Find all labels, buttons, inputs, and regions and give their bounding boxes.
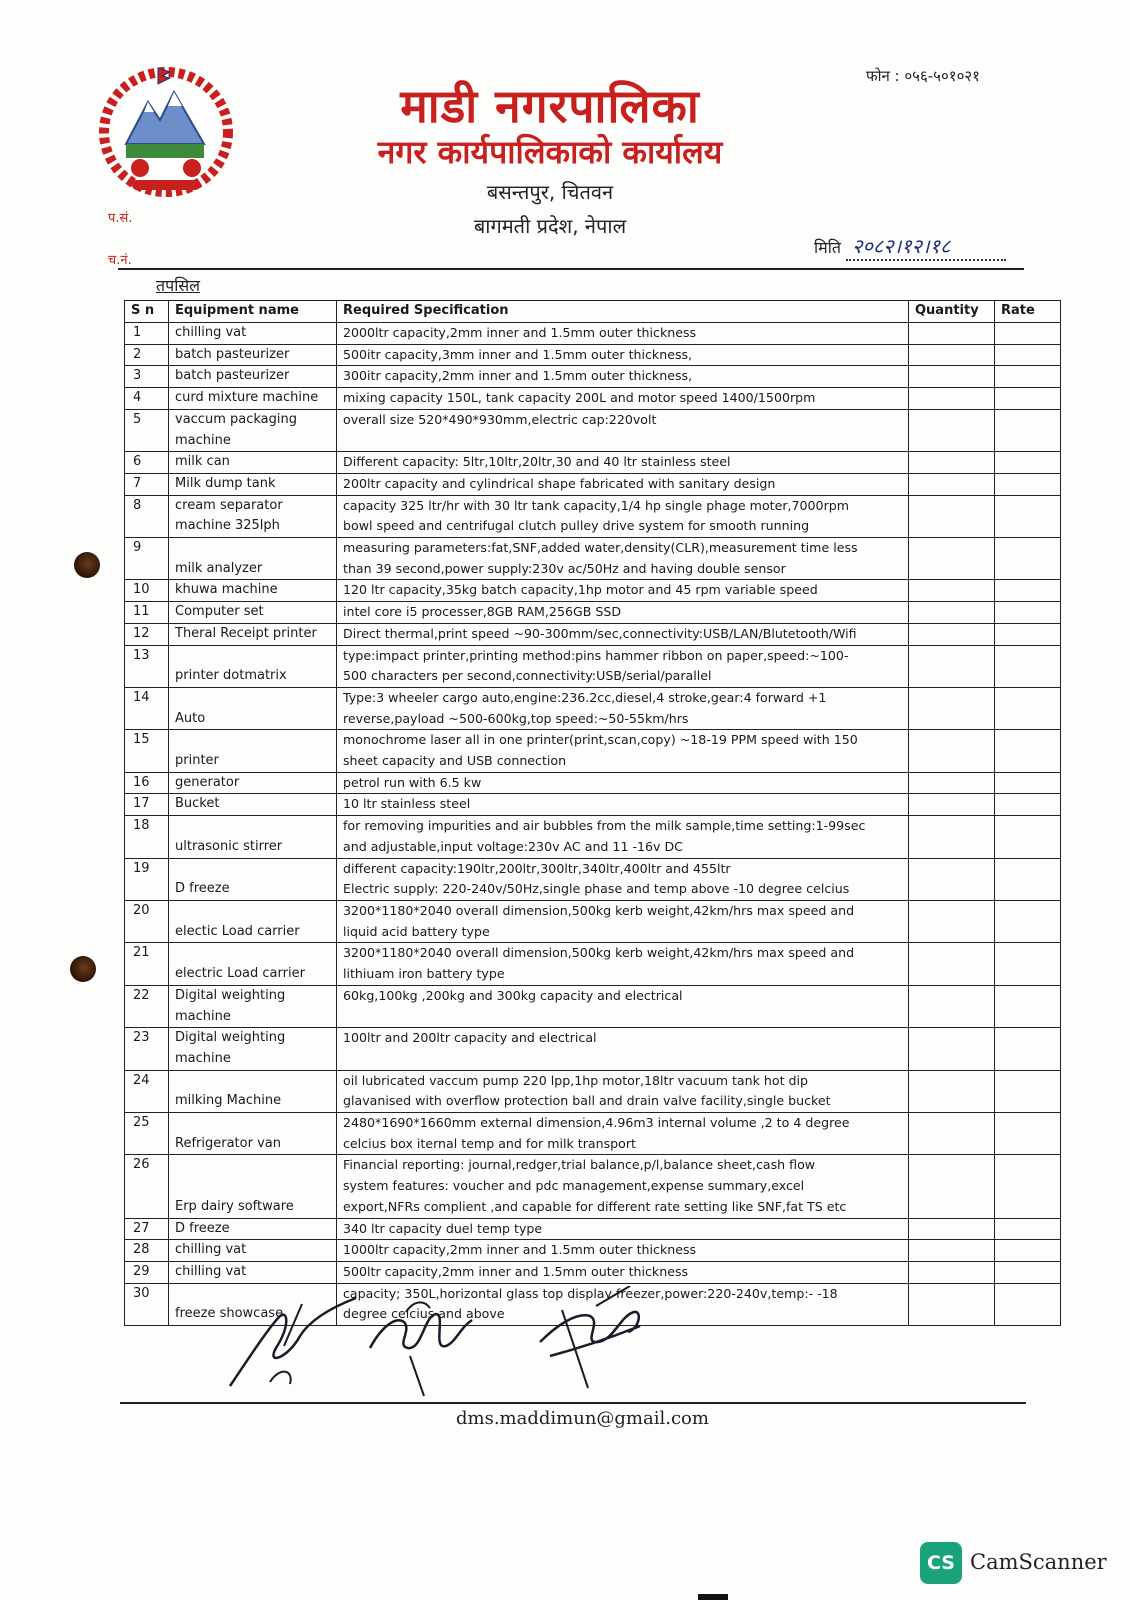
row-serial-number: 4 (125, 388, 169, 410)
row-rate (995, 794, 1061, 816)
table-row (125, 1070, 1061, 1112)
row-rate (995, 344, 1061, 366)
row-serial-number: 19 (125, 858, 169, 900)
row-equipment-name: Auto (169, 687, 337, 729)
row-rate (995, 1240, 1061, 1262)
row-specification (337, 645, 909, 687)
header-specification: Required Specification (337, 301, 909, 323)
row-serial-number: 22 (125, 985, 169, 1027)
row-equipment-name: Digital weighting machine (169, 985, 337, 1027)
row-serial-number: 26 (125, 1155, 169, 1218)
spec-line: different capacity:190ltr,200ltr,300ltr,340ltr,400ltr and 455ltr (343, 860, 731, 876)
row-rate (995, 687, 1061, 729)
row-equipment-name: printer (169, 730, 337, 772)
row-serial-number: 5 (125, 409, 169, 451)
row-specification (337, 366, 909, 388)
camscanner-text: CamScanner (970, 1550, 1107, 1574)
row-equipment-name: Theral Receipt printer (169, 623, 337, 645)
table-header-row (125, 301, 1061, 323)
row-rate (995, 985, 1061, 1027)
row-rate (995, 538, 1061, 580)
row-serial-number: 11 (125, 602, 169, 624)
table-row (125, 538, 1061, 580)
row-specification (337, 730, 909, 772)
row-equipment-name: chilling vat (169, 323, 337, 345)
row-equipment-name: batch pasteurizer (169, 366, 337, 388)
table-row (125, 772, 1061, 794)
row-specification (337, 623, 909, 645)
row-rate (995, 602, 1061, 624)
spec-line: liquid acid battery type (343, 923, 490, 939)
row-quantity (909, 538, 995, 580)
row-quantity (909, 900, 995, 942)
row-quantity (909, 1218, 995, 1240)
phone-number: फोन : ०५६-५०१०२१ (866, 67, 980, 85)
row-equipment-name: milking Machine (169, 1070, 337, 1112)
row-serial-number: 23 (125, 1028, 169, 1070)
row-serial-number: 14 (125, 687, 169, 729)
spec-line: 100ltr and 200ltr capacity and electrical (343, 1030, 597, 1046)
address-line-2: बागमती प्रदेश, नेपाल (473, 214, 627, 238)
row-quantity (909, 495, 995, 537)
row-specification (337, 858, 909, 900)
date-value: २०८२।१२।१८ (846, 232, 1006, 261)
row-equipment-name: khuwa machine (169, 580, 337, 602)
row-equipment-name: Digital weighting machine (169, 1028, 337, 1070)
spec-line: for removing impurities and air bubbles from the milk sample,time setting:1-99sec (343, 818, 866, 834)
row-serial-number: 15 (125, 730, 169, 772)
row-quantity (909, 473, 995, 495)
spec-line: degree celcius and above (343, 1306, 505, 1322)
row-quantity (909, 388, 995, 410)
row-specification (337, 452, 909, 474)
row-quantity (909, 1240, 995, 1262)
row-specification (337, 602, 909, 624)
row-serial-number: 30 (125, 1283, 169, 1325)
row-specification (337, 1261, 909, 1283)
table-row (125, 816, 1061, 858)
spec-line: bowl speed and centrifugal clutch pulley drive system for smooth running (343, 518, 810, 534)
row-equipment-name: chilling vat (169, 1240, 337, 1262)
row-quantity (909, 985, 995, 1027)
spec-line: capacity 325 ltr/hr with 30 ltr tank capacity,1/4 hp single phage moter,7000rpm (343, 497, 850, 513)
table-row (125, 858, 1061, 900)
row-rate (995, 366, 1061, 388)
row-quantity (909, 730, 995, 772)
handwritten-signatures-icon (210, 1286, 670, 1398)
row-specification (337, 1113, 909, 1155)
row-rate (995, 388, 1061, 410)
row-serial-number: 25 (125, 1113, 169, 1155)
header-rate: Rate (995, 301, 1061, 323)
row-specification (337, 388, 909, 410)
nepal-emblem-icon (96, 62, 236, 200)
row-specification (337, 1218, 909, 1240)
row-quantity (909, 943, 995, 985)
spec-line: 3200*1180*2040 overall dimension,500kg kerb weight,42km/hrs max speed and (343, 902, 855, 918)
row-serial-number: 20 (125, 900, 169, 942)
letter-number-label: प.सं. (108, 211, 133, 226)
dispatch-number-label: च.नं. (108, 253, 132, 268)
row-equipment-name: Computer set (169, 602, 337, 624)
row-specification (337, 580, 909, 602)
row-quantity (909, 452, 995, 474)
spec-line: Financial reporting: journal,redger,trial balance,p/l,balance sheet,cash flow (343, 1157, 816, 1173)
row-rate (995, 772, 1061, 794)
row-specification (337, 1070, 909, 1112)
spec-line: 300itr capacity,2mm inner and 1.5mm outer thickness, (343, 368, 693, 384)
spec-line: type:impact printer,printing method:pins hammer ribbon on paper,speed:~100- (343, 647, 849, 663)
row-equipment-name: Refrigerator van (169, 1113, 337, 1155)
row-rate (995, 495, 1061, 537)
date-field (814, 232, 1006, 261)
row-serial-number: 1 (125, 323, 169, 345)
row-serial-number: 29 (125, 1261, 169, 1283)
table-row (125, 495, 1061, 537)
row-quantity (909, 1113, 995, 1155)
row-equipment-name: Bucket (169, 794, 337, 816)
row-quantity (909, 323, 995, 345)
row-specification (337, 473, 909, 495)
row-equipment-name: generator (169, 772, 337, 794)
table-row (125, 1155, 1061, 1218)
spec-line: overall size 520*490*930mm,electric cap:220volt (343, 411, 657, 427)
table-row (125, 473, 1061, 495)
row-quantity (909, 1070, 995, 1112)
row-quantity (909, 816, 995, 858)
spec-line: celcius box iternal temp and for milk transport (343, 1135, 636, 1151)
table-row (125, 687, 1061, 729)
spec-line: 3200*1180*2040 overall dimension,500kg kerb weight,42km/hrs max speed and (343, 945, 855, 961)
row-serial-number: 16 (125, 772, 169, 794)
table-row (125, 1218, 1061, 1240)
schedule-label: तपसिल (156, 276, 201, 295)
spec-line: system features: voucher and pdc management,expense summary,excel (343, 1178, 805, 1194)
row-equipment-name: ultrasonic stirrer (169, 816, 337, 858)
spec-line: Different capacity: 5ltr,10ltr,20ltr,30 and 40 ltr stainless steel (343, 454, 731, 470)
row-serial-number: 27 (125, 1218, 169, 1240)
row-quantity (909, 1028, 995, 1070)
punch-hole-bottom (70, 956, 96, 982)
row-equipment-name: D freeze (169, 858, 337, 900)
row-serial-number: 2 (125, 344, 169, 366)
row-rate (995, 323, 1061, 345)
table-row (125, 1028, 1061, 1070)
row-equipment-name: electric Load carrier (169, 943, 337, 985)
spec-line: 2480*1690*1660mm external dimension,4.96m3 internal volume ,2 to 4 degree (343, 1115, 850, 1131)
row-quantity (909, 858, 995, 900)
office-subtitle: नगर कार्यपालिकाको कार्यालय (377, 133, 723, 171)
spec-line: 2000ltr capacity,2mm inner and 1.5mm outer thickness (343, 325, 697, 340)
spec-line: 340 ltr capacity duel temp type (343, 1220, 543, 1236)
spec-line: Electric supply: 220-240v/50Hz,single phase and temp above -10 degree celcius (343, 881, 850, 897)
table-row (125, 580, 1061, 602)
row-specification (337, 409, 909, 451)
row-specification (337, 772, 909, 794)
table-row (125, 794, 1061, 816)
address-line-1: बसन्तपुर, चितवन (486, 180, 614, 204)
spec-line: measuring parameters:fat,SNF,added water,density(CLR),measurement time less (343, 540, 858, 556)
row-specification (337, 1240, 909, 1262)
row-serial-number: 7 (125, 473, 169, 495)
row-rate (995, 473, 1061, 495)
office-email: dms.maddimun@gmail.com (456, 1408, 709, 1429)
spec-line: sheet capacity and USB connection (343, 753, 567, 769)
row-specification (337, 323, 909, 345)
row-quantity (909, 1283, 995, 1325)
spec-line: 500 characters per second,connectivity:USB/serial/parallel (343, 668, 712, 684)
row-serial-number: 3 (125, 366, 169, 388)
spec-line: and adjustable,input voltage:230v AC and 11 -16v DC (343, 838, 683, 854)
spec-line: export,NFRs complient ,and capable for different rate setting like SNF,fat TS etc (343, 1198, 847, 1214)
spec-line: Type:3 wheeler cargo auto,engine:236.2cc,diesel,4 stroke,gear:4 forward +1 (343, 689, 827, 705)
row-specification (337, 816, 909, 858)
spec-line: petrol run with 6.5 kw (343, 774, 482, 790)
spec-line: 500ltr capacity,2mm inner and 1.5mm outer thickness (343, 1263, 689, 1279)
row-quantity (909, 602, 995, 624)
row-equipment-name: vaccum packaging machine (169, 409, 337, 451)
spec-line: 60kg,100kg ,200kg and 300kg capacity and electrical (343, 987, 683, 1003)
municipality-title: माडी नगरपालिका (400, 79, 700, 133)
row-serial-number: 18 (125, 816, 169, 858)
punch-hole-top (74, 552, 100, 578)
row-equipment-name: batch pasteurizer (169, 344, 337, 366)
spec-line: 1000ltr capacity,2mm inner and 1.5mm outer thickness (343, 1242, 697, 1258)
row-serial-number: 10 (125, 580, 169, 602)
header-sn: S n (125, 301, 169, 323)
spec-line: mixing capacity 150L, tank capacity 200L and motor speed 1400/1500rpm (343, 390, 816, 406)
table-row (125, 366, 1061, 388)
row-quantity (909, 1155, 995, 1218)
spec-line: oil lubricated vaccum pump 220 lpp,1hp motor,18ltr vacuum tank hot dip (343, 1072, 809, 1088)
table-row (125, 602, 1061, 624)
row-equipment-name: freeze showcase (169, 1283, 337, 1325)
row-quantity (909, 1261, 995, 1283)
row-equipment-name: printer dotmatrix (169, 645, 337, 687)
row-rate (995, 858, 1061, 900)
row-serial-number: 28 (125, 1240, 169, 1262)
row-rate (995, 1070, 1061, 1112)
spec-line: 120 ltr capacity,35kg batch capacity,1hp motor and 45 rpm variable speed (343, 582, 818, 598)
spec-line: Direct thermal,print speed ~90-300mm/sec,connectivity:USB/LAN/Blutetooth/Wifi (343, 625, 857, 641)
row-rate (995, 1218, 1061, 1240)
spec-line: reverse,payload ~500-600kg,top speed:~50-55km/hrs (343, 710, 689, 726)
row-rate (995, 1155, 1061, 1218)
camscanner-logo-icon: CS (920, 1542, 962, 1584)
spec-line: intel core i5 processer,8GB RAM,256GB SSD (343, 604, 622, 620)
row-equipment-name: curd mixture machine (169, 388, 337, 410)
table-body (125, 323, 1061, 1326)
row-serial-number: 12 (125, 623, 169, 645)
table-row (125, 1113, 1061, 1155)
row-rate (995, 816, 1061, 858)
table-row (125, 985, 1061, 1027)
row-serial-number: 6 (125, 452, 169, 474)
page-edge-mark (698, 1594, 728, 1600)
row-rate (995, 900, 1061, 942)
row-rate (995, 409, 1061, 451)
row-rate (995, 452, 1061, 474)
table-row (125, 730, 1061, 772)
header-equipment-name: Equipment name (169, 301, 337, 323)
row-rate (995, 943, 1061, 985)
row-specification (337, 538, 909, 580)
row-rate (995, 1113, 1061, 1155)
row-specification (337, 794, 909, 816)
row-equipment-name: D freeze (169, 1218, 337, 1240)
table-row (125, 409, 1061, 451)
row-quantity (909, 687, 995, 729)
spec-line: glavanised with overflow protection ball and drain valve facility,single bucket (343, 1093, 831, 1109)
row-specification (337, 985, 909, 1027)
row-serial-number: 8 (125, 495, 169, 537)
table-row (125, 388, 1061, 410)
table-row (125, 452, 1061, 474)
signature-divider (120, 1402, 1026, 1404)
row-rate (995, 580, 1061, 602)
spec-line: lithiuam iron battery type (343, 966, 505, 982)
row-serial-number: 24 (125, 1070, 169, 1112)
row-rate (995, 1028, 1061, 1070)
row-specification (337, 1028, 909, 1070)
row-rate (995, 730, 1061, 772)
row-serial-number: 17 (125, 794, 169, 816)
spec-line: 500itr capacity,3mm inner and 1.5mm outer thickness, (343, 346, 693, 362)
table-row (125, 344, 1061, 366)
row-quantity (909, 623, 995, 645)
row-equipment-name: Erp dairy software (169, 1155, 337, 1218)
row-equipment-name: cream separator machine 325lph (169, 495, 337, 537)
date-label: मिति (814, 238, 841, 257)
row-specification (337, 943, 909, 985)
header-divider (118, 268, 1024, 270)
row-serial-number: 9 (125, 538, 169, 580)
row-equipment-name: milk can (169, 452, 337, 474)
row-quantity (909, 772, 995, 794)
row-rate (995, 623, 1061, 645)
row-serial-number: 21 (125, 943, 169, 985)
spec-line: 10 ltr stainless steel (343, 796, 471, 812)
table-row (125, 1261, 1061, 1283)
row-equipment-name: milk analyzer (169, 538, 337, 580)
row-rate (995, 1261, 1061, 1283)
row-equipment-name: electic Load carrier (169, 900, 337, 942)
table-row (125, 1240, 1061, 1262)
row-rate (995, 1283, 1061, 1325)
table-row (125, 943, 1061, 985)
row-quantity (909, 580, 995, 602)
row-specification (337, 687, 909, 729)
row-equipment-name: chilling vat (169, 1261, 337, 1283)
header-quantity: Quantity (909, 301, 995, 323)
table-row (125, 623, 1061, 645)
table-row (125, 323, 1061, 345)
row-quantity (909, 344, 995, 366)
table-row (125, 900, 1061, 942)
row-specification (337, 495, 909, 537)
spec-line: than 39 second,power supply:230v ac/50Hz and having double sensor (343, 560, 786, 576)
row-quantity (909, 794, 995, 816)
equipment-spec-table (124, 300, 1061, 1326)
spec-line: 200ltr capacity and cylindrical shape fabricated with sanitary design (343, 475, 776, 491)
spec-line: capacity; 350L,horizontal glass top display freezer,power:220-240v,temp:- -18 (343, 1285, 838, 1301)
row-serial-number: 13 (125, 645, 169, 687)
row-specification (337, 1155, 909, 1218)
row-rate (995, 645, 1061, 687)
row-specification (337, 344, 909, 366)
row-quantity (909, 366, 995, 388)
row-equipment-name: Milk dump tank (169, 473, 337, 495)
row-specification (337, 900, 909, 942)
spec-line: monochrome laser all in one printer(print,scan,copy) ~18-19 PPM speed with 150 (343, 732, 858, 748)
row-quantity (909, 645, 995, 687)
table-row (125, 645, 1061, 687)
row-quantity (909, 409, 995, 451)
